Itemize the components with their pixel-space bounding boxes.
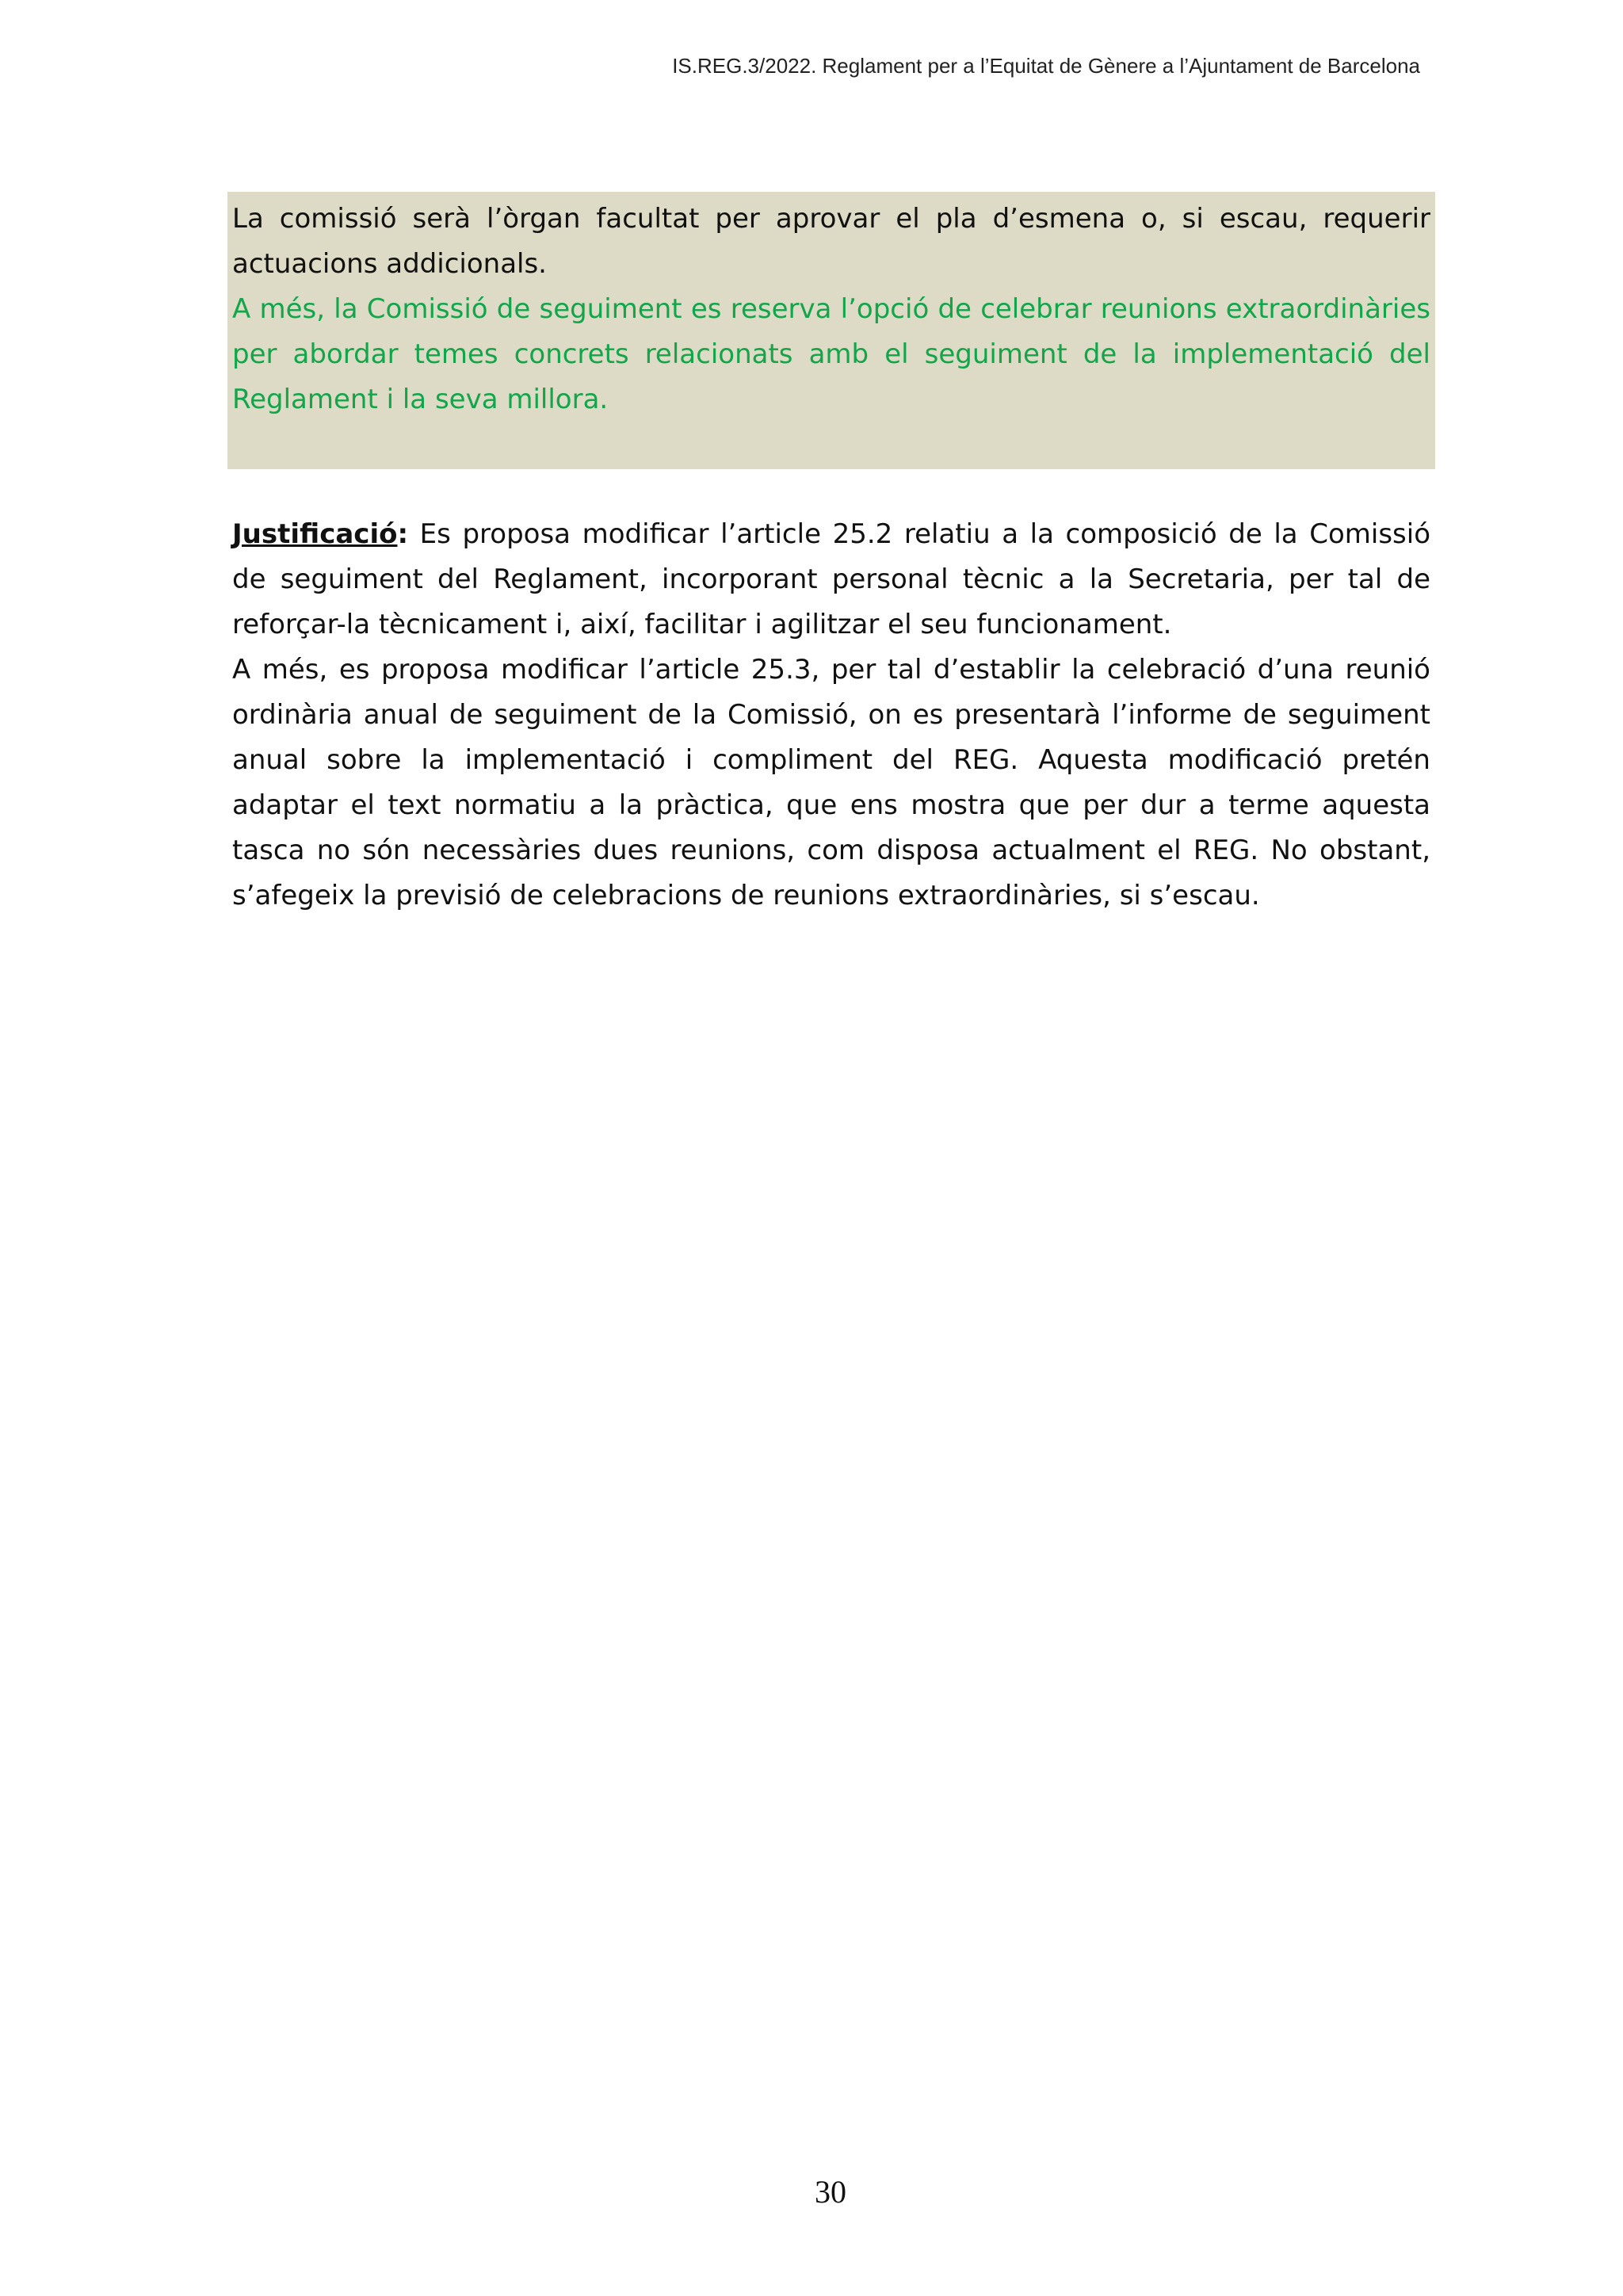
amendment-paragraph: La comissió serà l’òrgan facultat per aprovar el pla d’esmena o, si escau, requerir actuacions addicionals.	[232, 203, 1430, 280]
justification-text-1: Es proposa modificar l’article 25.2 relatiu a la composició de la Comissió de seguiment del Reglament, incorporant personal tècnic a la Secretaria, per tal de reforçar-la tècnicament i, així, facilitar i agilitzar el seu funcionament.	[232, 518, 1430, 640]
page-number: 30	[815, 2174, 846, 2210]
amendment-added-paragraph: A més, la Comissió de seguiment es reserva l’opció de celebrar reunions extraordinàries per abordar temes concrets relacionats amb el seguiment de la implementació del Reglament i la seva millora.	[232, 293, 1430, 415]
justification-paragraph-1	[232, 512, 1430, 648]
justification-paragraph-2: A més, es proposa modificar l’article 25.3, per tal d’establir la celebració d’una reunió ordinària anual de seguiment de la Comissió, on es presentarà l’informe de seguiment anual sobre la implementació i compliment del REG. Aquesta modificació pretén adaptar el text normatiu a la pràctica, que ens mostra que per dur a terme aquesta tasca no són necessàries dues reunions, com disposa actualment el REG. No obstant, s’afegeix la previsió de celebracions de reunions extraordinàries, si s’escau.	[232, 654, 1430, 911]
justification-colon: :	[397, 518, 409, 550]
amendment-box	[227, 192, 1435, 469]
page-header: IS.REG.3/2022. Reglament per a l’Equitat de Gènere a l’Ajuntament de Barcelona	[672, 54, 1420, 78]
justification-section	[232, 512, 1430, 919]
justification-label: Justificació	[232, 518, 398, 550]
